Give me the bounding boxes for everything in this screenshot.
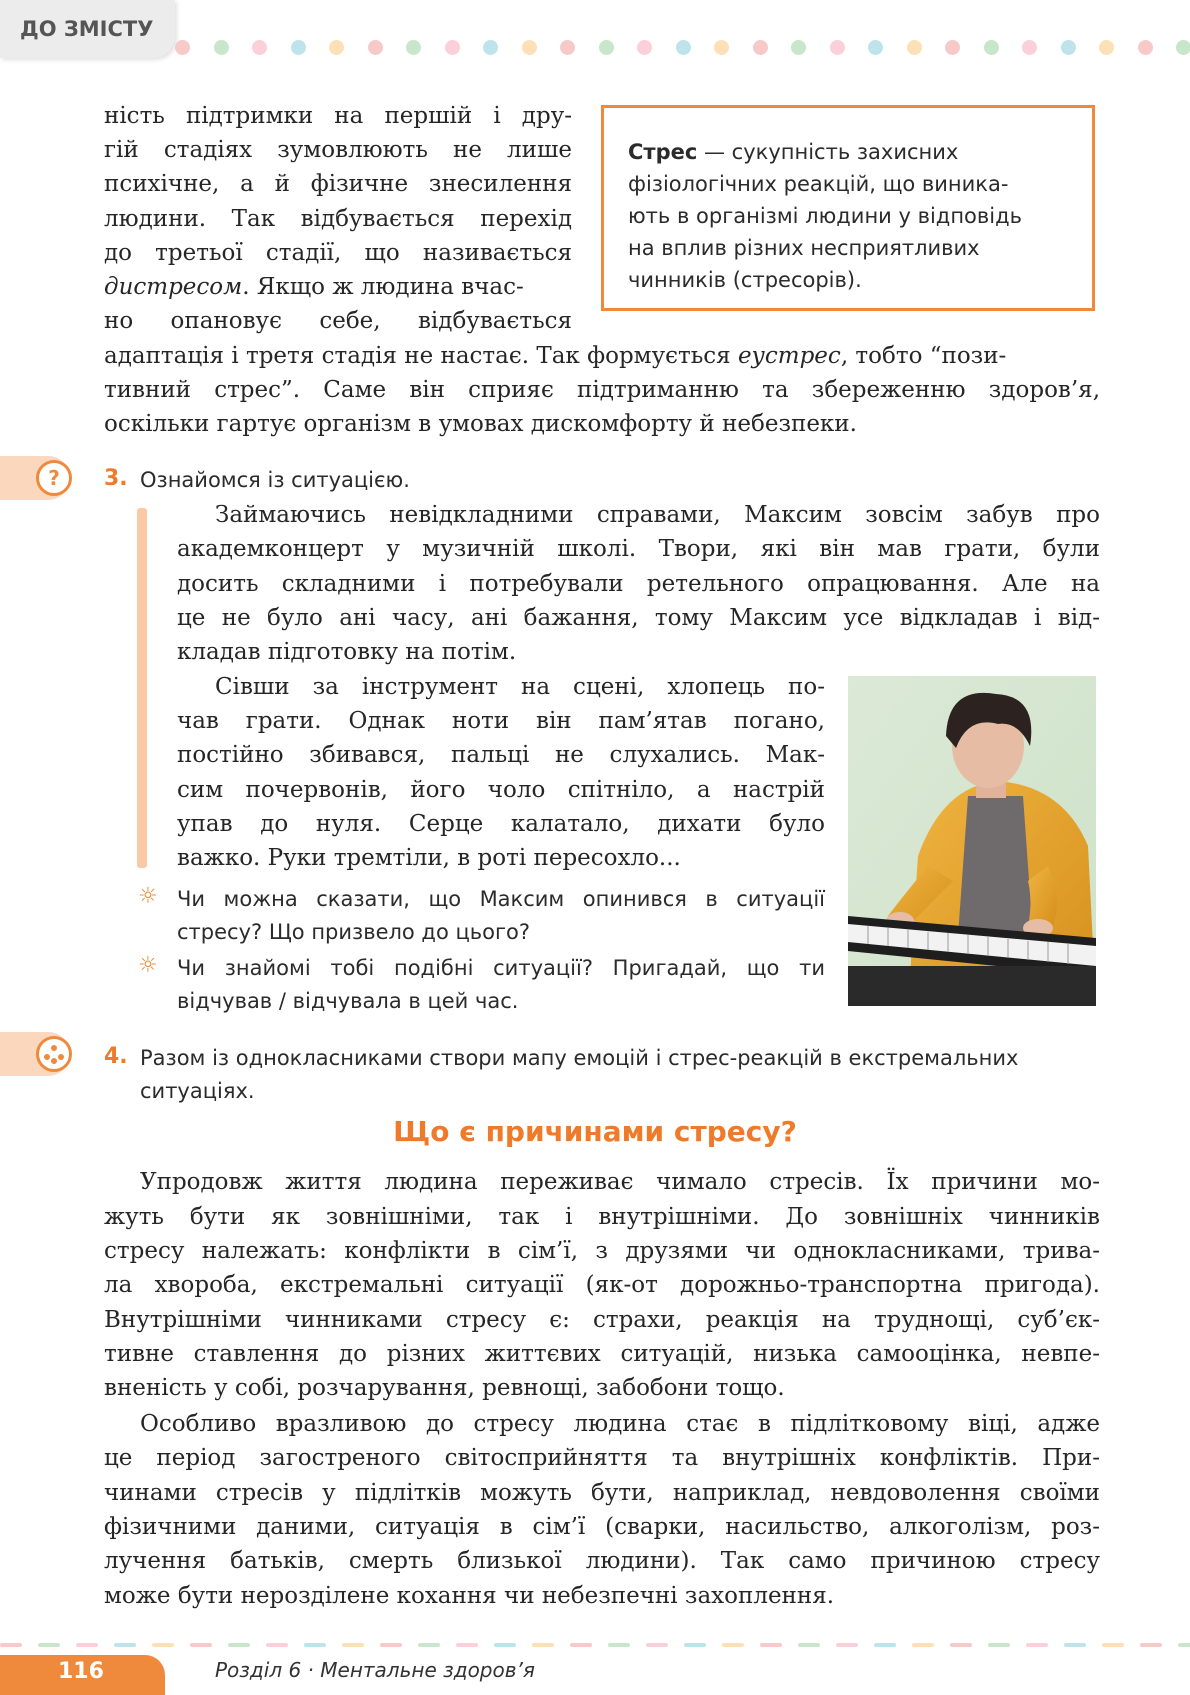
question-line: Чи можна сказати, що Максим опинився в ситуації	[177, 887, 825, 911]
definition-term: Стрес	[628, 140, 698, 164]
text-line: це не було ані часу, ані бажання, тому Максим усе відкладав і від-	[177, 605, 1100, 631]
text-line: Особливо вразливою до стресу людина стає в підлітковому віці, адже	[140, 1411, 1100, 1437]
dot	[329, 40, 344, 55]
dash	[608, 1643, 630, 1647]
dot	[1061, 40, 1076, 55]
dot	[483, 40, 498, 55]
definition-text: — сукупність захисних	[697, 140, 959, 164]
dash	[988, 1643, 1010, 1647]
dot	[214, 40, 229, 55]
page-number: 116	[0, 1655, 165, 1695]
dot	[445, 40, 460, 55]
section-heading: Що є причинами стресу?	[393, 1115, 797, 1148]
footer-decoration	[0, 1643, 1190, 1649]
dot	[175, 40, 190, 55]
text-line: Сівши за інструмент на сцені, хлопець по-	[215, 674, 825, 700]
dash	[532, 1643, 554, 1647]
definition-box	[601, 105, 1095, 311]
question-line: стресу? Що призвело до цього?	[177, 920, 531, 944]
dot	[1138, 40, 1153, 55]
task-line: ситуаціях.	[140, 1079, 255, 1103]
task-text	[140, 1042, 1100, 1108]
dot	[637, 40, 652, 55]
sun-bullet-icon: ☼	[138, 884, 158, 909]
text-line: важко. Руки тремтіли, в роті пересохло...	[177, 845, 681, 871]
dash	[1102, 1643, 1124, 1647]
dash	[912, 1643, 934, 1647]
dash	[0, 1643, 22, 1647]
dot	[406, 40, 421, 55]
text-line: тивний стрес”. Саме він сприяє підтриманню та збереженню здоров’я,	[104, 377, 1100, 403]
dot	[907, 40, 922, 55]
task-number: 3.	[104, 466, 128, 491]
dash	[1026, 1643, 1048, 1647]
dot	[830, 40, 845, 55]
dash	[760, 1643, 782, 1647]
definition-text: фізіологічних реакцій, що виника-	[628, 172, 1009, 196]
text-line: людини. Так відбувається перехід	[104, 206, 572, 232]
definition-text: ють в організмі людини у відповідь	[628, 204, 1023, 228]
pianist-photo	[848, 676, 1096, 1006]
question-1	[177, 883, 825, 949]
text-line: це період загостреного світосприйняття та внутрішніх конфліктів. При-	[104, 1445, 1100, 1471]
text-line	[104, 339, 1100, 374]
text-line: стресу належать: конфлікти в сім’ї, з друзями чи однокласниками, трива-	[104, 1238, 1100, 1264]
dash	[494, 1643, 516, 1647]
text-line: може бути нерозділене кохання чи небезпечні захоплення.	[104, 1583, 835, 1609]
text-line: кладав підготовку на потім.	[177, 639, 517, 665]
text-line: Внутрішніми чинниками стресу є: страхи, реакція на труднощі, суб’єк-	[104, 1307, 1100, 1333]
text-line: чав грати. Однак ноти він пам’ятав погано,	[177, 708, 825, 734]
text-line: вненість у собі, розчарування, ревнощі, забобони тощо.	[104, 1375, 785, 1401]
quote-bar	[137, 508, 147, 868]
dot	[791, 40, 806, 55]
dash	[684, 1643, 706, 1647]
text-line: лучення батьків, смерть близької людини). Так само причиною стресу	[104, 1548, 1100, 1574]
text-line: гій стадіях зумовлюють не лише	[104, 137, 572, 163]
text-line: до третьої стадії, що називається	[104, 240, 572, 266]
dot	[1176, 40, 1190, 55]
text-line: ла хвороба, екстремальні ситуації (як-от дорожньо-транспортна пригода).	[104, 1272, 1100, 1298]
term-distress: дистресом	[104, 274, 243, 300]
text-line: упав до нуля. Серце калатало, дихати було	[177, 811, 825, 837]
dot	[252, 40, 267, 55]
dot	[676, 40, 691, 55]
text-line: фізичними даними, ситуація в сім’ї (сварки, насильство, алкоголізм, роз-	[104, 1514, 1100, 1540]
dot	[291, 40, 306, 55]
definition-text: чинників (стресорів).	[628, 268, 862, 292]
dash	[380, 1643, 402, 1647]
dash	[1178, 1643, 1190, 1647]
text-line: психічне, а й фізичне знесилення	[104, 171, 572, 197]
dash	[874, 1643, 896, 1647]
question-icon: ?	[36, 460, 72, 496]
dash	[646, 1643, 668, 1647]
dash	[950, 1643, 972, 1647]
question-line: відчував / відчувала в цей час.	[177, 989, 519, 1013]
dash	[304, 1643, 326, 1647]
dash	[418, 1643, 440, 1647]
text-line	[104, 270, 572, 305]
definition-text: на вплив різних несприятливих	[628, 236, 980, 260]
text-line: ність підтримки на першій і дру-	[104, 103, 572, 129]
dot	[753, 40, 768, 55]
toc-button[interactable]: ДО ЗМІСТУ	[0, 0, 175, 58]
dot	[868, 40, 883, 55]
dash	[152, 1643, 174, 1647]
sun-bullet-icon: ☼	[138, 953, 158, 978]
text-line: жуть бути як зовнішніми, так і внутрішніми. До зовнішніх чинників	[104, 1204, 1100, 1230]
dash	[228, 1643, 250, 1647]
task-number: 4.	[104, 1044, 128, 1069]
text-line: тивне ставлення до різних життєвих ситуацій, низька самооцінка, невпе-	[104, 1341, 1100, 1367]
dot	[599, 40, 614, 55]
task-title: Ознайомся із ситуацією.	[140, 468, 410, 492]
dash	[342, 1643, 364, 1647]
dot	[984, 40, 999, 55]
text-line: постійно збивався, пальці не слухались. Мак-	[177, 742, 825, 768]
dash	[456, 1643, 478, 1647]
dot	[368, 40, 383, 55]
dash	[190, 1643, 212, 1647]
dot	[560, 40, 575, 55]
dash	[266, 1643, 288, 1647]
chapter-title: Розділ 6 · Ментальне здоров’я	[215, 1658, 535, 1682]
dot	[1022, 40, 1037, 55]
dash	[722, 1643, 744, 1647]
text-line: сим почервонів, його чоло спітніло, а настрій	[177, 777, 825, 803]
dot	[714, 40, 729, 55]
dash	[1140, 1643, 1162, 1647]
text-fragment: . Якщо ж людина вчас-	[242, 274, 524, 300]
text-line: оскільки гартує організм в умовах дискомфорту й небезпеки.	[104, 411, 857, 437]
term-eustress: еустрес	[737, 343, 841, 369]
task-line: Разом із однокласниками створи мапу емоцій і стрес-реакцій в екстремальних	[140, 1046, 1019, 1070]
text-fragment: , тобто “пози-	[840, 343, 1007, 369]
text-line: но опановує себе, відбувається	[104, 308, 572, 334]
dash	[114, 1643, 136, 1647]
dot	[522, 40, 537, 55]
text-line: чинами стресів у підлітків можуть бути, наприклад, невдоволення своїми	[104, 1480, 1100, 1506]
question-line: Чи знайомі тобі подібні ситуації? Пригадай, що ти	[177, 956, 825, 980]
text-line: академконцерт у музичній школі. Твори, які він мав грати, були	[177, 536, 1100, 562]
group-work-icon	[36, 1036, 72, 1072]
dot	[1099, 40, 1114, 55]
text-line: Займаючись невідкладними справами, Максим зовсім забув про	[215, 502, 1100, 528]
dash	[570, 1643, 592, 1647]
text-line: досить складними і потребували ретельного опрацювання. Але на	[177, 571, 1100, 597]
dash	[798, 1643, 820, 1647]
question-2	[177, 952, 825, 1018]
text-fragment: адаптація і третя стадія не настає. Так формується	[104, 343, 738, 369]
dash	[1064, 1643, 1086, 1647]
text-line: Упродовж життя людина переживає чимало стресів. Їх причини мо-	[140, 1169, 1100, 1195]
dash	[38, 1643, 60, 1647]
dash	[836, 1643, 858, 1647]
dot	[945, 40, 960, 55]
decorative-dots	[175, 40, 1190, 56]
dash	[76, 1643, 98, 1647]
